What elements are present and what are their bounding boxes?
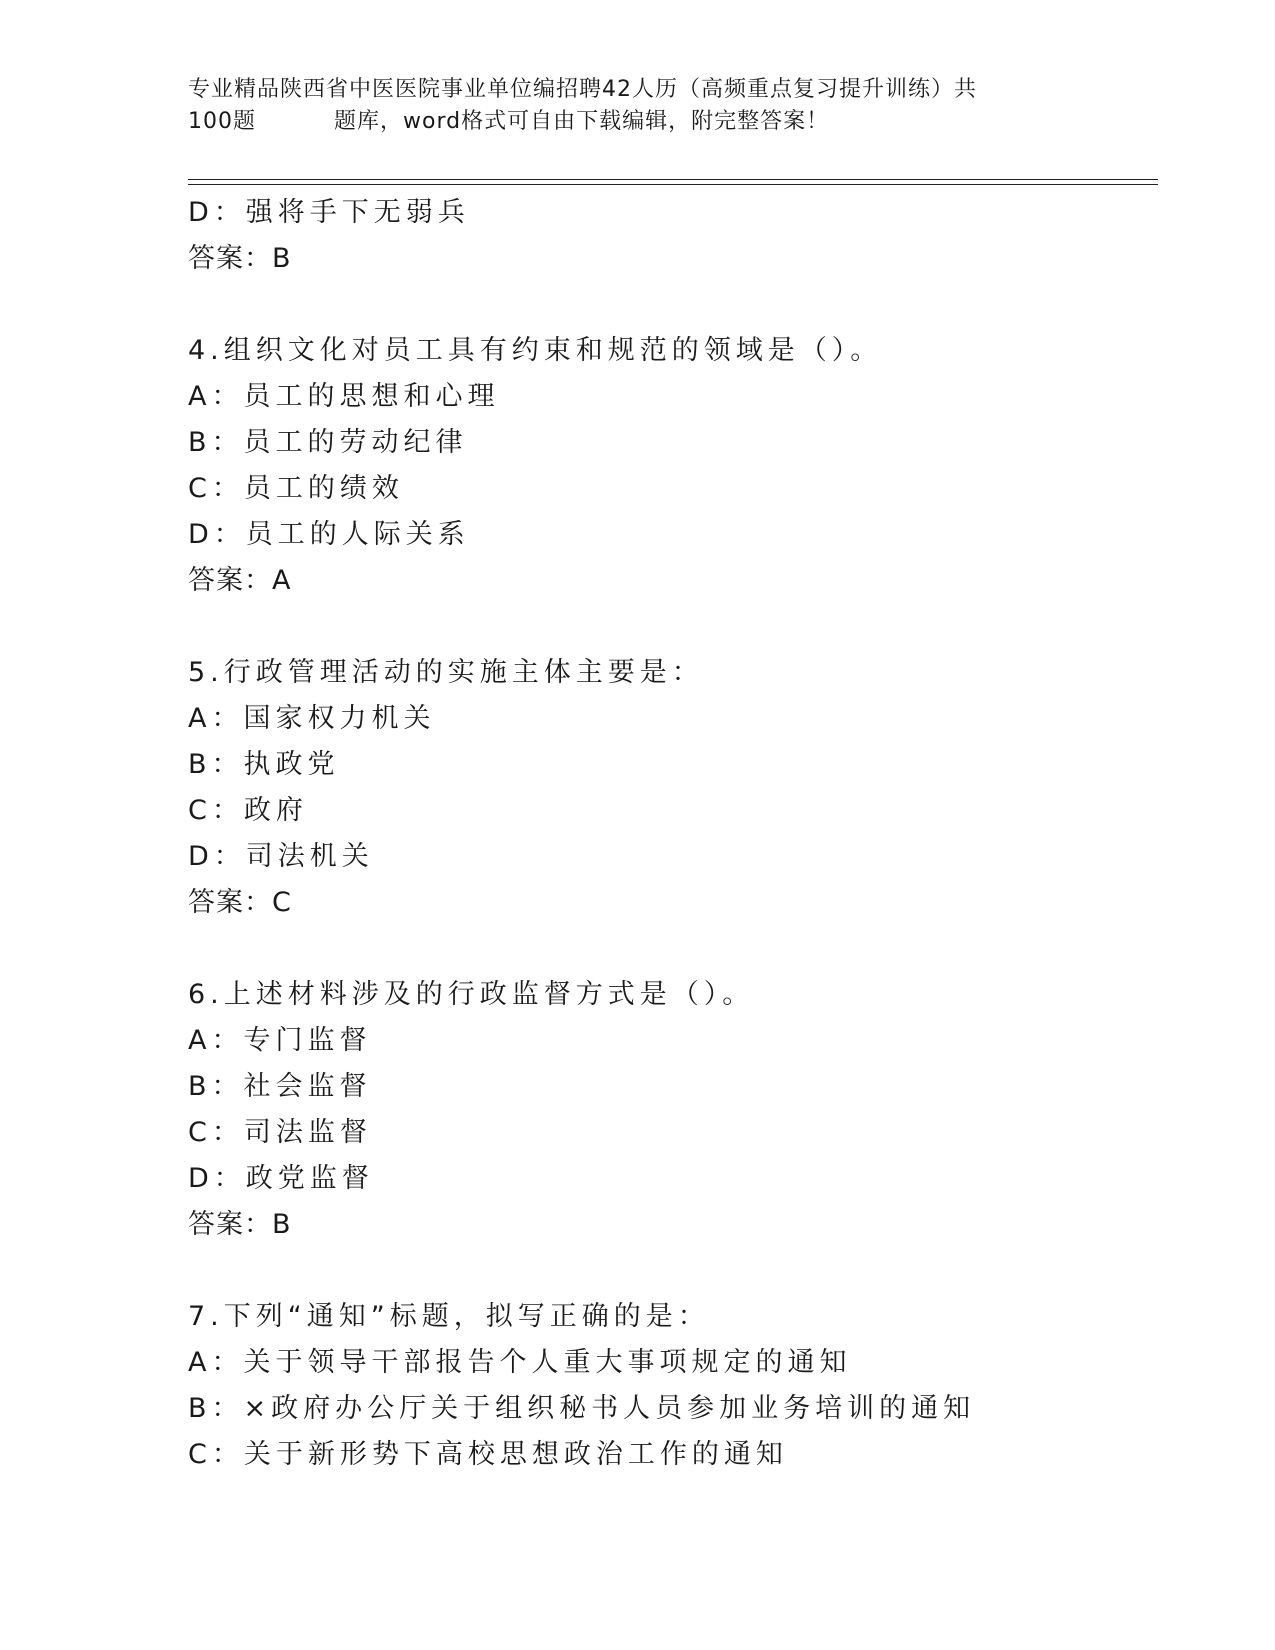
block-spacer [188, 282, 1158, 328]
option-line: C：员工的绩效 [188, 473, 404, 504]
header-title-line-2 [188, 106, 1068, 138]
header-divider-bottom [188, 184, 1158, 185]
option-line: D：强将手下无弱兵 [188, 197, 470, 228]
question-block [188, 328, 1158, 604]
option-line: D：司法机关 [188, 841, 374, 872]
block-spacer [188, 926, 1158, 972]
option-line: D：政党监督 [188, 1163, 374, 1194]
option-line: C：政府 [188, 795, 308, 826]
option-line: B：×政府办公厅关于组织秘书人员参加业务培训的通知 [188, 1393, 976, 1424]
option-line: D：员工的人际关系 [188, 519, 470, 550]
option-line: B：员工的劳动纪律 [188, 427, 468, 458]
answer-line: 答案：B [188, 1209, 292, 1240]
question-block [188, 650, 1158, 926]
option-line: B：社会监督 [188, 1071, 372, 1102]
block-spacer [188, 604, 1158, 650]
option-line: B：执政党 [188, 749, 340, 780]
option-line: C：司法监督 [188, 1117, 372, 1148]
question-stem: 4.组织文化对员工具有约束和规范的领域是（）。 [188, 335, 883, 366]
question-block [188, 972, 1158, 1248]
header-gap [256, 106, 334, 138]
document-header [188, 74, 1068, 138]
question-stem: 6.上述材料涉及的行政监督方式是（）。 [188, 979, 755, 1010]
option-line: A：关于领导干部报告个人重大事项规定的通知 [188, 1347, 852, 1378]
answer-line: 答案：C [188, 887, 292, 918]
question-stem: 5.行政管理活动的实施主体主要是： [188, 657, 704, 688]
answer-line: 答案：A [188, 565, 292, 596]
answer-line: 答案：B [188, 243, 292, 274]
header-title-line-1: 专业精品陕西省中医医院事业单位编招聘42人历（高频重点复习提升训练）共 [188, 77, 977, 102]
question-block [188, 190, 1158, 282]
option-line: A：员工的思想和心理 [188, 381, 500, 412]
question-block [188, 1294, 1158, 1478]
header-subtitle: 题库，word格式可自由下载编辑，附完整答案！ [334, 109, 830, 134]
option-line: C：关于新形势下高校思想政治工作的通知 [188, 1439, 788, 1470]
option-line: A：国家权力机关 [188, 703, 436, 734]
header-question-count: 100题 [188, 109, 256, 134]
header-divider-top [188, 179, 1158, 180]
question-stem: 7.下列“通知”标题，拟写正确的是： [188, 1301, 710, 1332]
block-spacer [188, 1248, 1158, 1294]
question-list [188, 190, 1158, 1478]
option-line: A：专门监督 [188, 1025, 372, 1056]
